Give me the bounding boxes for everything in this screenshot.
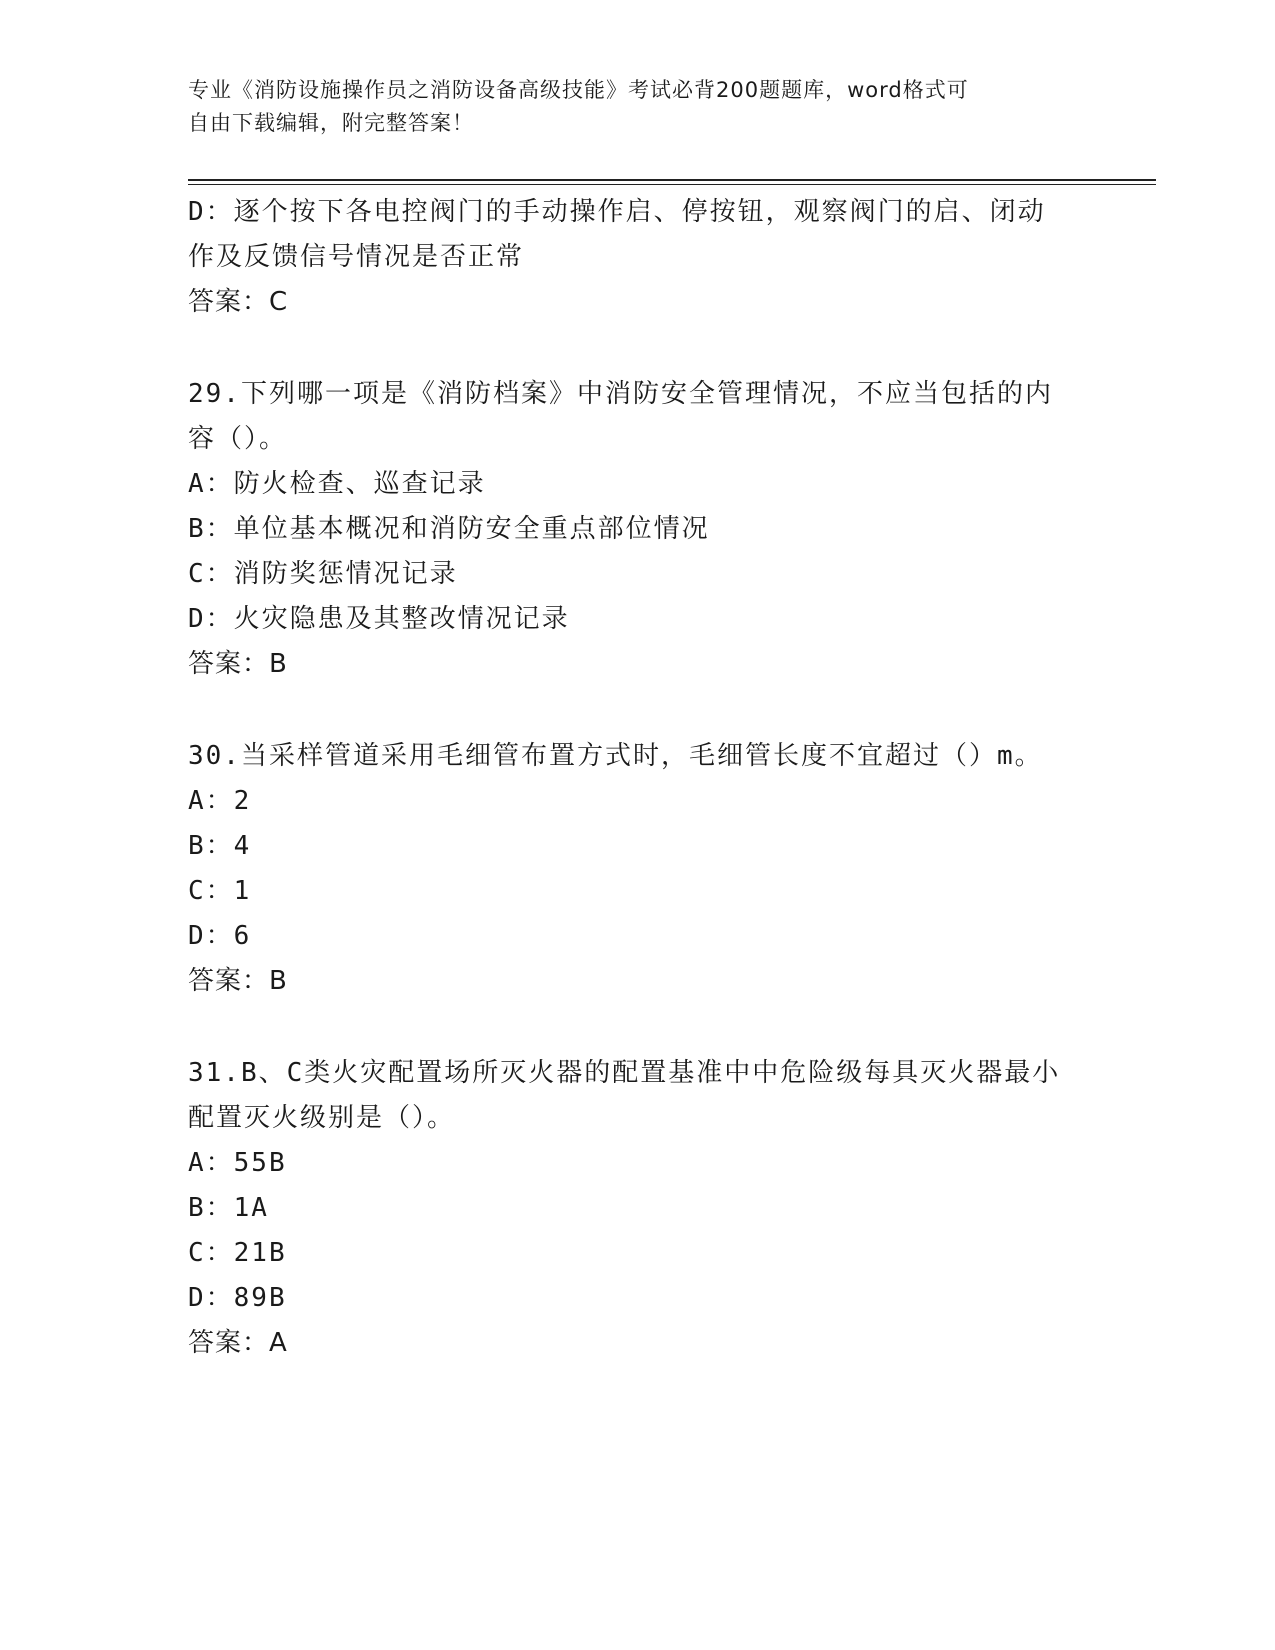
header-line-2: 自由下载编辑，附完整答案！: [188, 111, 474, 135]
q29-question-line-1: 29.下列哪一项是《消防档案》中消防安全管理情况，不应当包括的内: [188, 379, 1053, 409]
question-28: [188, 190, 1148, 325]
q30-option-b: B：4: [188, 831, 252, 861]
q30-option-d: D：6: [188, 921, 252, 951]
q31-option-d: D：89B: [188, 1283, 287, 1313]
question-list: [188, 190, 1148, 1366]
question-30: [188, 734, 1148, 1004]
q29-option-a: A：防火检查、巡查记录: [188, 469, 486, 499]
q28-option-d-line-1: D：逐个按下各电控阀门的手动操作启、停按钮，观察阀门的启、闭动: [188, 197, 1046, 227]
spacer: [188, 1004, 1148, 1051]
q31-answer: 答案：A: [188, 1328, 288, 1358]
q31-option-c: C：21B: [188, 1238, 287, 1268]
header-rule-thin: [188, 184, 1156, 185]
document-header: [188, 74, 1088, 140]
question-31: [188, 1051, 1148, 1366]
q29-option-c: C：消防奖惩情况记录: [188, 559, 458, 589]
q31-option-b: B：1A: [188, 1193, 269, 1223]
q28-answer: 答案：C: [188, 287, 289, 317]
q29-option-b: B：单位基本概况和消防安全重点部位情况: [188, 514, 710, 544]
q31-option-a: A：55B: [188, 1148, 287, 1178]
q30-option-c: C：1: [188, 876, 252, 906]
q31-question-line-1: 31.B、C类火灾配置场所灭火器的配置基准中中危险级每具灭火器最小: [188, 1058, 1061, 1088]
q30-option-a: A：2: [188, 786, 252, 816]
q28-option-d-line-2: 作及反馈信号情况是否正常: [188, 242, 525, 272]
q30-answer: 答案：B: [188, 966, 288, 996]
spacer: [188, 687, 1148, 734]
q29-answer: 答案：B: [188, 649, 288, 679]
spacer: [188, 325, 1148, 372]
q30-question-line-1: 30.当采样管道采用毛细管布置方式时，毛细管长度不宜超过（）m。: [188, 741, 1043, 771]
q31-question-line-2: 配置灭火级别是（）。: [188, 1103, 456, 1133]
header-rule-thick: [188, 179, 1156, 181]
q29-option-d: D：火灾隐患及其整改情况记录: [188, 604, 570, 634]
header-line-1: 专业《消防设施操作员之消防设备高级技能》考试必背200题题库，word格式可: [188, 78, 969, 102]
question-29: [188, 372, 1148, 687]
q29-question-line-2: 容（）。: [188, 424, 288, 454]
